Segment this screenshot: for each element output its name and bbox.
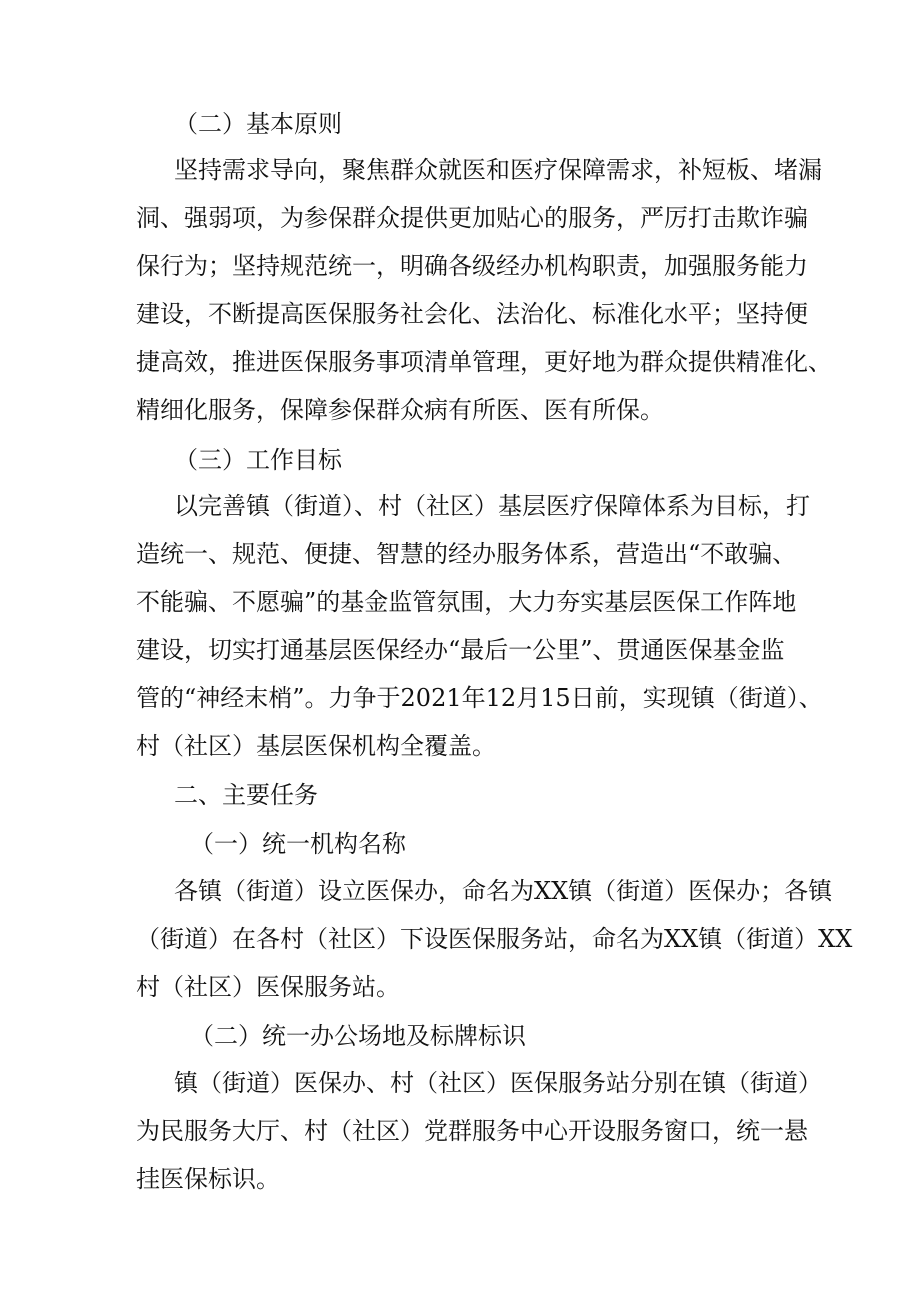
section-heading-main-tasks: 二、主要任务	[174, 781, 318, 809]
paragraph-line: 精细化服务，保障参保群众病有所医、医有所保。	[136, 396, 664, 424]
paragraph-line: 各镇（街道）设立医保办，命名为XX镇（街道）医保办；各镇	[174, 877, 833, 905]
paragraph-line: 村（社区）医保服务站。	[136, 973, 400, 1001]
paragraph-line: 坚持需求导向，聚焦群众就医和医疗保障需求，补短板、堵漏	[174, 156, 822, 184]
paragraph-line: 管的“神经末梢”。力争于2021年12月15日前，实现镇（街道）、	[136, 684, 823, 712]
paragraph-line: 保行为；坚持规范统一，明确各级经办机构职责，加强服务能力	[136, 252, 808, 280]
paragraph-line: 造统一、规范、便捷、智慧的经办服务体系，营造出“不敢骗、	[136, 540, 797, 568]
heading-work-goals: （三）工作目标	[174, 446, 342, 474]
subheading-unify-office-signage: （二）统一办公场地及标牌标识	[190, 1022, 526, 1050]
paragraph-line: 村（社区）基层医保机构全覆盖。	[136, 732, 496, 760]
paragraph-line: 捷高效，推进医保服务事项清单管理，更好地为群众提供精准化、	[136, 348, 832, 376]
subheading-unify-agency-name: （一）统一机构名称	[190, 830, 406, 858]
paragraph-line: 挂医保标识。	[136, 1165, 280, 1193]
heading-basic-principles: （二）基本原则	[174, 110, 342, 138]
paragraph-line: 镇（街道）医保办、村（社区）医保服务站分别在镇（街道）	[174, 1069, 822, 1097]
paragraph-line: 洞、强弱项，为参保群众提供更加贴心的服务，严厉打击欺诈骗	[136, 204, 808, 232]
paragraph-line: 为民服务大厅、村（社区）党群服务中心开设服务窗口，统一悬	[136, 1117, 808, 1145]
paragraph-line: 建设，切实打通基层医保经办“最后一公里”、贯通医保基金监	[136, 636, 785, 664]
paragraph-line: 以完善镇（街道）、村（社区）基层医疗保障体系为目标，打	[174, 492, 810, 520]
paragraph-line: （街道）在各村（社区）下设医保服务站，命名为XX镇（街道）XX	[136, 925, 853, 953]
paragraph-line: 不能骗、不愿骗”的基金监管氛围，大力夯实基层医保工作阵地	[136, 588, 797, 616]
paragraph-line: 建设，不断提高医保服务社会化、法治化、标准化水平；坚持便	[136, 300, 808, 328]
